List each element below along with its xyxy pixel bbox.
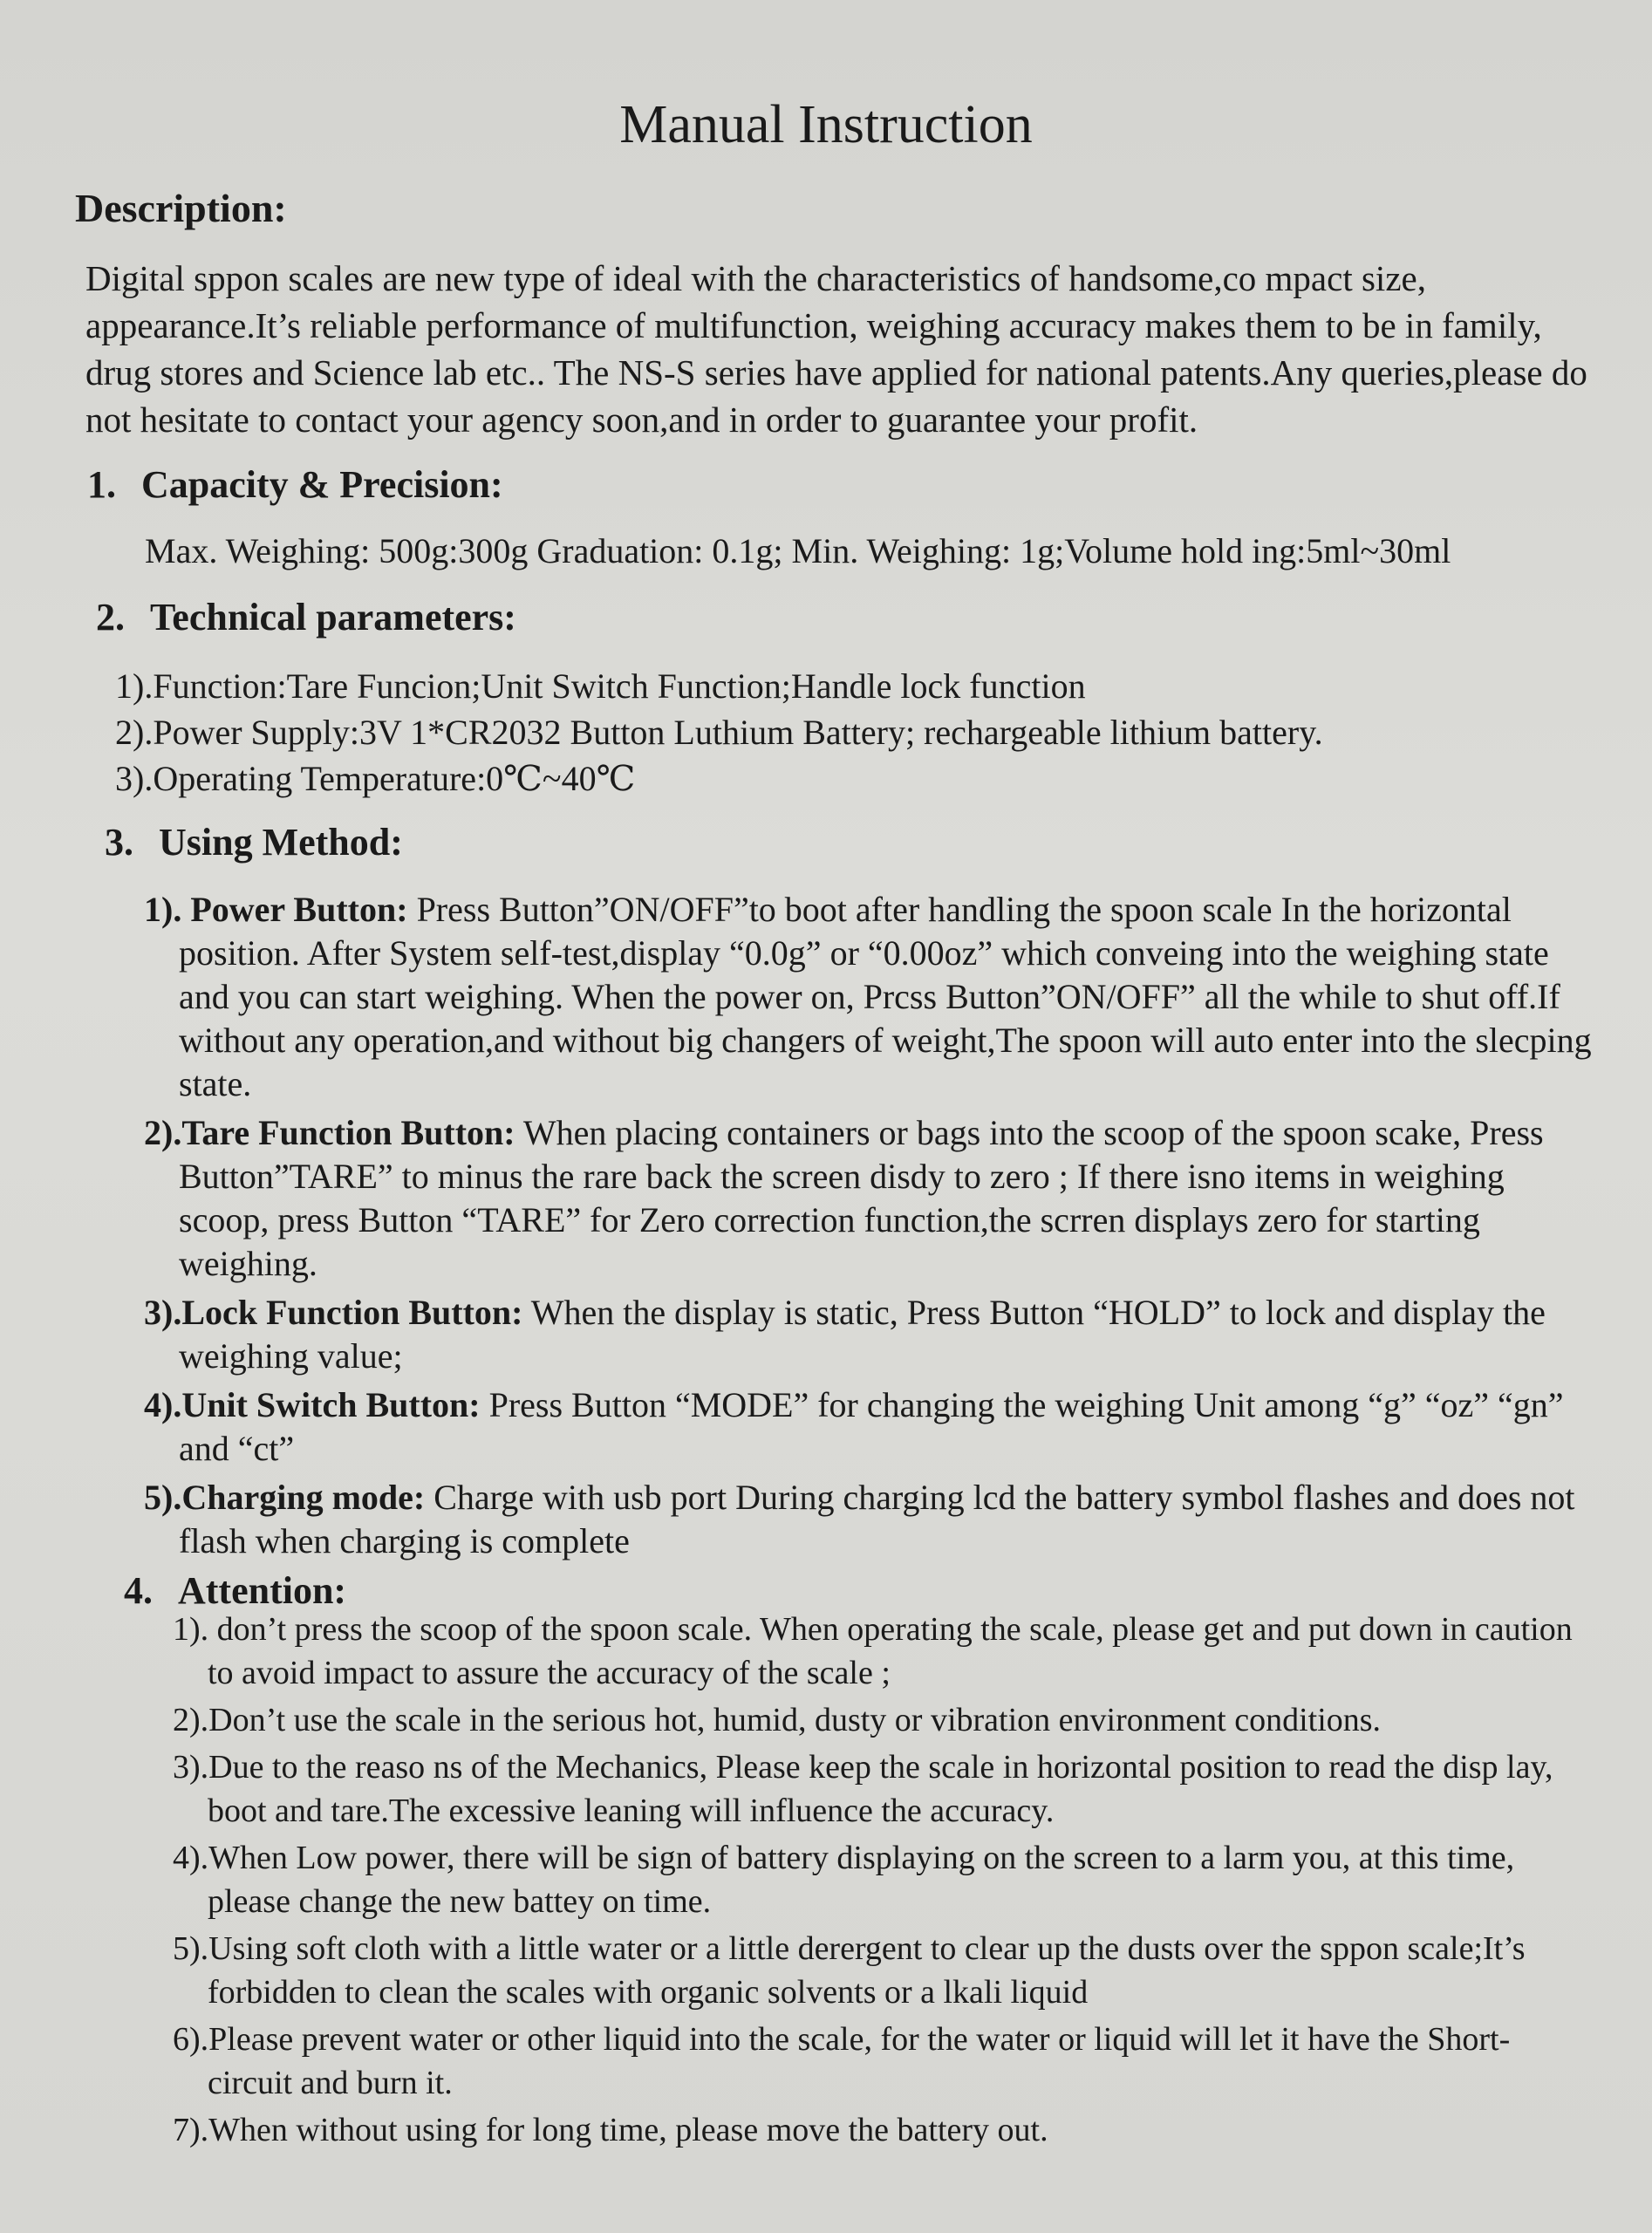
item-label: 5).Charging mode: [144,1478,426,1517]
list-item [144,1476,1601,1563]
description-heading: Description: [75,186,287,230]
item-text: When the display is static, Press Button “HOLD” to lock and display the weighing value; [179,1293,1546,1376]
technical-heading [96,595,516,639]
list-item: 2).Power Supply:3V 1*CR2032 Button Luthium Battery; rechargeable lithium battery. [115,713,1323,752]
list-item [144,1111,1601,1286]
list-item: 3).Operating Temperature:0℃~40℃ [115,759,636,798]
description-text: Digital sppon scales are new type of ideal with the characteristics of handsome,co mpact size, appearance.It’s reliable performance of multifunction, weighing accuracy makes them to be in family, drug stores and Science lab etc.. The NS-S series have applied for national patents.Any queries,please do not hesitate to contact your agency soon,and in order to guarantee your profit. [85,258,1587,440]
section-number: 4. [124,1569,153,1612]
page-title: Manual Instruction [619,95,1033,154]
item-text: Press Button “MODE” for changing the weighing Unit among “g” “oz” “gn” and “ct” [179,1385,1564,1468]
list-item: 3).Due to the reaso ns of the Mechanics, Please keep the scale in horizontal position to read the disp lay, boot and tare.The excessive leaning will influence the accuracy. [173,1749,1553,1829]
item-text: When placing containers or bags into the scoop of the spoon scake, Press Button”TARE” to minus the rare back the screen disdy to zero ; If there isno items in weighing scoop, press Button “TARE” for Zero correction function,the scrren displays zero for starting weighing. [179,1113,1544,1283]
list-item [144,1291,1601,1378]
list-item: 1).Function:Tare Funcion;Unit Switch Function;Handle lock function [115,666,1086,706]
using-method-heading [105,820,403,864]
technical-list [115,663,1598,802]
list-item: 7).When without using for long time, please move the battery out. [173,2112,1048,2148]
item-text: Charge with usb port During charging lcd the battery symbol flashes and does not flash when charging is complete [179,1478,1575,1560]
item-label: 4).Unit Switch Button: [144,1385,481,1424]
item-label: 1). Power Button: [144,890,408,929]
list-item [144,888,1601,1106]
section-title: Attention: [178,1569,347,1612]
section-title: Using Method: [159,821,403,864]
item-label: 3).Lock Function Button: [144,1293,523,1332]
list-item: 6).Please prevent water or other liquid into the scale, for the water or liquid will let it have the Short-circuit and burn it. [173,2021,1511,2101]
item-text: Press Button”ON/OFF”to boot after handling the spoon scale In the horizontal position. After System self-test,display “0.0g” or “0.00oz” which conveing into the weighing state and you can start weighing. When the power on, Prcss Button”ON/OFF” all the while to shut off.If without any operation,and without big changers of weight,The spoon will auto enter into the slecping state. [179,890,1592,1103]
list-item [144,1383,1601,1471]
item-label: 2).Tare Function Button: [144,1113,515,1152]
list-item: 4).When Low power, there will be sign of battery displaying on the screen to a larm you, at this time, please change the new battey on time. [173,1840,1515,1920]
section-title: Technical parameters: [150,596,516,638]
list-item: 1). don’t press the scoop of the spoon scale. When operating the scale, please get and put down in caution to avoid impact to assure the accuracy of the scale ; [173,1611,1573,1691]
list-item: 2).Don’t use the scale in the serious hot, humid, dusty or vibration environment conditions. [173,1702,1382,1738]
capacity-heading [87,462,503,507]
section-number: 1. [87,463,116,506]
capacity-line: Max. Weighing: 500g:300g Graduation: 0.1g; Min. Weighing: 1g;Volume hold ing:5ml~30ml [145,531,1451,570]
attention-heading [124,1568,346,1613]
section-number: 2. [96,596,125,638]
list-item: 5).Using soft cloth with a little water or a little derergent to clear up the dusts over the sppon scale;It’s forbidden to clean the scales with organic solvents or a lkali liquid [173,1930,1526,2011]
section-title: Capacity & Precision: [141,463,503,506]
section-number: 3. [105,821,133,864]
attention-list [173,1608,1586,2155]
using-method-list [144,888,1601,1568]
